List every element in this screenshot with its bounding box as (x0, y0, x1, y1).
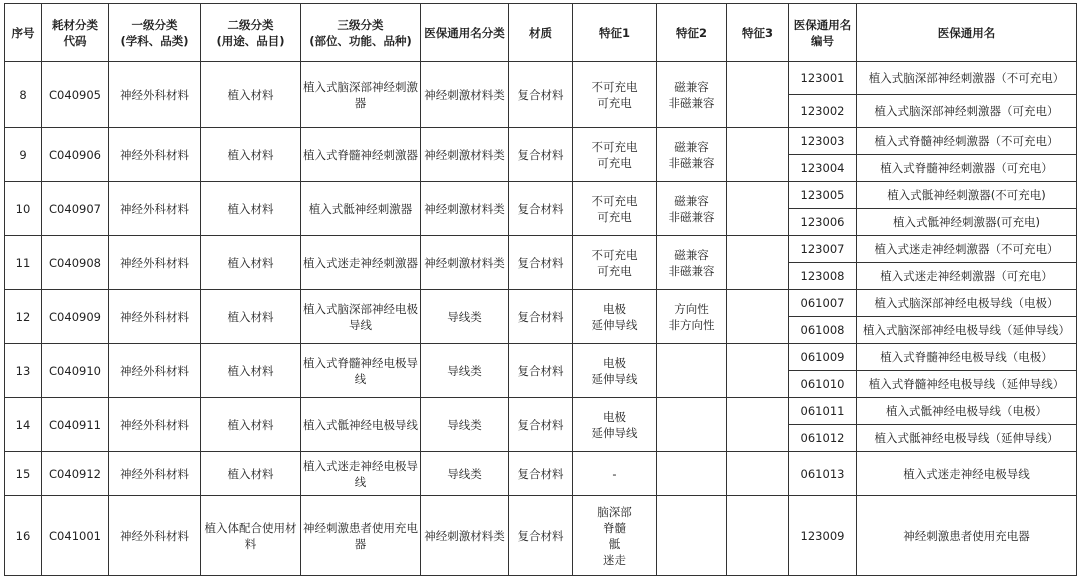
row-number: 16 (5, 496, 42, 576)
feature3 (727, 290, 789, 344)
insurance-name: 植入式脊髓神经刺激器（可充电） (857, 155, 1077, 182)
feature1: 电极 延伸导线 (573, 398, 657, 452)
row-number: 11 (5, 236, 42, 290)
insurance-name-id: 123002 (789, 95, 857, 128)
feature1: 脑深部 脊髓 骶 迷走 (573, 496, 657, 576)
category-code: C040912 (42, 452, 109, 496)
level3-category: 植入式脊髓神经电极导线 (301, 344, 421, 398)
insurance-category: 导线类 (421, 290, 509, 344)
table-header-row (5, 4, 1077, 62)
level1-category: 神经外科材料 (109, 182, 201, 236)
header-no: 序号 (5, 4, 42, 62)
material: 复合材料 (509, 128, 573, 182)
level2-category: 植入材料 (201, 62, 301, 128)
feature1: 不可充电 可充电 (573, 182, 657, 236)
row-number: 9 (5, 128, 42, 182)
insurance-name: 植入式迷走神经电极导线 (857, 452, 1077, 496)
row-number: 13 (5, 344, 42, 398)
table-row (5, 128, 1077, 155)
insurance-name-id: 123009 (789, 496, 857, 576)
header-material: 材质 (509, 4, 573, 62)
insurance-name: 植入式脑深部神经电极导线（延伸导线） (857, 317, 1077, 344)
feature1: 电极 延伸导线 (573, 290, 657, 344)
insurance-name-id: 061010 (789, 371, 857, 398)
level3-category: 植入式骶神经电极导线 (301, 398, 421, 452)
level3-category: 植入式脊髓神经刺激器 (301, 128, 421, 182)
header-feature1: 特征1 (573, 4, 657, 62)
feature3 (727, 236, 789, 290)
feature2 (657, 452, 727, 496)
level2-category: 植入材料 (201, 398, 301, 452)
level2-category: 植入材料 (201, 452, 301, 496)
feature1: 不可充电 可充电 (573, 62, 657, 128)
category-code: C040911 (42, 398, 109, 452)
level3-category: 植入式迷走神经电极导线 (301, 452, 421, 496)
category-code: C040907 (42, 182, 109, 236)
table-row (5, 62, 1077, 95)
level2-category: 植入材料 (201, 344, 301, 398)
material: 复合材料 (509, 290, 573, 344)
header-level1: 一级分类 (学科、品类) (109, 4, 201, 62)
feature3 (727, 62, 789, 128)
level3-category: 植入式骶神经刺激器 (301, 182, 421, 236)
insurance-name: 植入式迷走神经刺激器（不可充电） (857, 236, 1077, 263)
material: 复合材料 (509, 182, 573, 236)
insurance-name: 植入式脊髓神经电极导线（延伸导线） (857, 371, 1077, 398)
insurance-name-id: 061008 (789, 317, 857, 344)
header-feature2: 特征2 (657, 4, 727, 62)
table-row (5, 452, 1077, 496)
insurance-category: 导线类 (421, 344, 509, 398)
insurance-name-id: 123008 (789, 263, 857, 290)
level2-category: 植入体配合使用材料 (201, 496, 301, 576)
row-number: 15 (5, 452, 42, 496)
insurance-name: 植入式迷走神经刺激器（可充电） (857, 263, 1077, 290)
material: 复合材料 (509, 496, 573, 576)
header-feature3: 特征3 (727, 4, 789, 62)
level1-category: 神经外科材料 (109, 452, 201, 496)
feature3 (727, 496, 789, 576)
material: 复合材料 (509, 452, 573, 496)
feature2: 磁兼容 非磁兼容 (657, 182, 727, 236)
feature2: 磁兼容 非磁兼容 (657, 128, 727, 182)
level1-category: 神经外科材料 (109, 344, 201, 398)
table-row (5, 236, 1077, 263)
level2-category: 植入材料 (201, 236, 301, 290)
table-row (5, 182, 1077, 209)
level2-category: 植入材料 (201, 182, 301, 236)
category-code: C040906 (42, 128, 109, 182)
category-code: C040905 (42, 62, 109, 128)
header-category: 医保通用名分类 (421, 4, 509, 62)
insurance-category: 神经刺激材料类 (421, 496, 509, 576)
feature2 (657, 398, 727, 452)
level1-category: 神经外科材料 (109, 496, 201, 576)
insurance-name-id: 061012 (789, 425, 857, 452)
insurance-category: 神经刺激材料类 (421, 236, 509, 290)
feature1: - (573, 452, 657, 496)
category-code: C040910 (42, 344, 109, 398)
header-level2: 二级分类 (用途、品目) (201, 4, 301, 62)
level1-category: 神经外科材料 (109, 128, 201, 182)
insurance-name: 植入式脊髓神经刺激器（不可充电） (857, 128, 1077, 155)
insurance-name-id: 123004 (789, 155, 857, 182)
category-code: C040908 (42, 236, 109, 290)
header-code: 耗材分类 代码 (42, 4, 109, 62)
insurance-name-id: 123003 (789, 128, 857, 155)
material: 复合材料 (509, 398, 573, 452)
level2-category: 植入材料 (201, 128, 301, 182)
insurance-name-id: 061011 (789, 398, 857, 425)
table-row (5, 290, 1077, 317)
insurance-name-id: 061013 (789, 452, 857, 496)
table-row (5, 496, 1077, 576)
header-level3: 三级分类 (部位、功能、品种) (301, 4, 421, 62)
feature2: 磁兼容 非磁兼容 (657, 236, 727, 290)
insurance-name: 植入式骶神经刺激器(不可充电) (857, 182, 1077, 209)
header-name-id: 医保通用名 编号 (789, 4, 857, 62)
insurance-name: 植入式骶神经电极导线（电极） (857, 398, 1077, 425)
level3-category: 植入式脑深部神经电极导线 (301, 290, 421, 344)
feature2: 方向性 非方向性 (657, 290, 727, 344)
feature1: 电极 延伸导线 (573, 344, 657, 398)
insurance-name-id: 061009 (789, 344, 857, 371)
level3-category: 植入式迷走神经刺激器 (301, 236, 421, 290)
feature3 (727, 182, 789, 236)
feature2 (657, 344, 727, 398)
insurance-name: 植入式脑深部神经刺激器（可充电） (857, 95, 1077, 128)
insurance-name-id: 123005 (789, 182, 857, 209)
insurance-name: 植入式骶神经电极导线（延伸导线） (857, 425, 1077, 452)
feature3 (727, 452, 789, 496)
insurance-name: 神经刺激患者使用充电器 (857, 496, 1077, 576)
feature1: 不可充电 可充电 (573, 128, 657, 182)
row-number: 8 (5, 62, 42, 128)
insurance-category: 神经刺激材料类 (421, 62, 509, 128)
feature1: 不可充电 可充电 (573, 236, 657, 290)
insurance-name-id: 123007 (789, 236, 857, 263)
feature2: 磁兼容 非磁兼容 (657, 62, 727, 128)
insurance-category: 导线类 (421, 452, 509, 496)
insurance-category: 神经刺激材料类 (421, 128, 509, 182)
level3-category: 神经刺激患者使用充电器 (301, 496, 421, 576)
consumables-classification-table (4, 3, 1077, 576)
insurance-name-id: 061007 (789, 290, 857, 317)
level2-category: 植入材料 (201, 290, 301, 344)
material: 复合材料 (509, 344, 573, 398)
insurance-name-id: 123006 (789, 209, 857, 236)
material: 复合材料 (509, 236, 573, 290)
insurance-name: 植入式脊髓神经电极导线（电极） (857, 344, 1077, 371)
header-name: 医保通用名 (857, 4, 1077, 62)
feature3 (727, 344, 789, 398)
material: 复合材料 (509, 62, 573, 128)
row-number: 14 (5, 398, 42, 452)
insurance-name: 植入式脑深部神经刺激器（不可充电） (857, 62, 1077, 95)
feature3 (727, 128, 789, 182)
row-number: 12 (5, 290, 42, 344)
level1-category: 神经外科材料 (109, 236, 201, 290)
level1-category: 神经外科材料 (109, 398, 201, 452)
insurance-category: 导线类 (421, 398, 509, 452)
feature2 (657, 496, 727, 576)
insurance-name: 植入式脑深部神经电极导线（电极） (857, 290, 1077, 317)
category-code: C040909 (42, 290, 109, 344)
level1-category: 神经外科材料 (109, 290, 201, 344)
level1-category: 神经外科材料 (109, 62, 201, 128)
insurance-category: 神经刺激材料类 (421, 182, 509, 236)
level3-category: 植入式脑深部神经刺激器 (301, 62, 421, 128)
insurance-name: 植入式骶神经刺激器(可充电) (857, 209, 1077, 236)
table-row (5, 398, 1077, 425)
row-number: 10 (5, 182, 42, 236)
table-row (5, 344, 1077, 371)
category-code: C041001 (42, 496, 109, 576)
insurance-name-id: 123001 (789, 62, 857, 95)
feature3 (727, 398, 789, 452)
